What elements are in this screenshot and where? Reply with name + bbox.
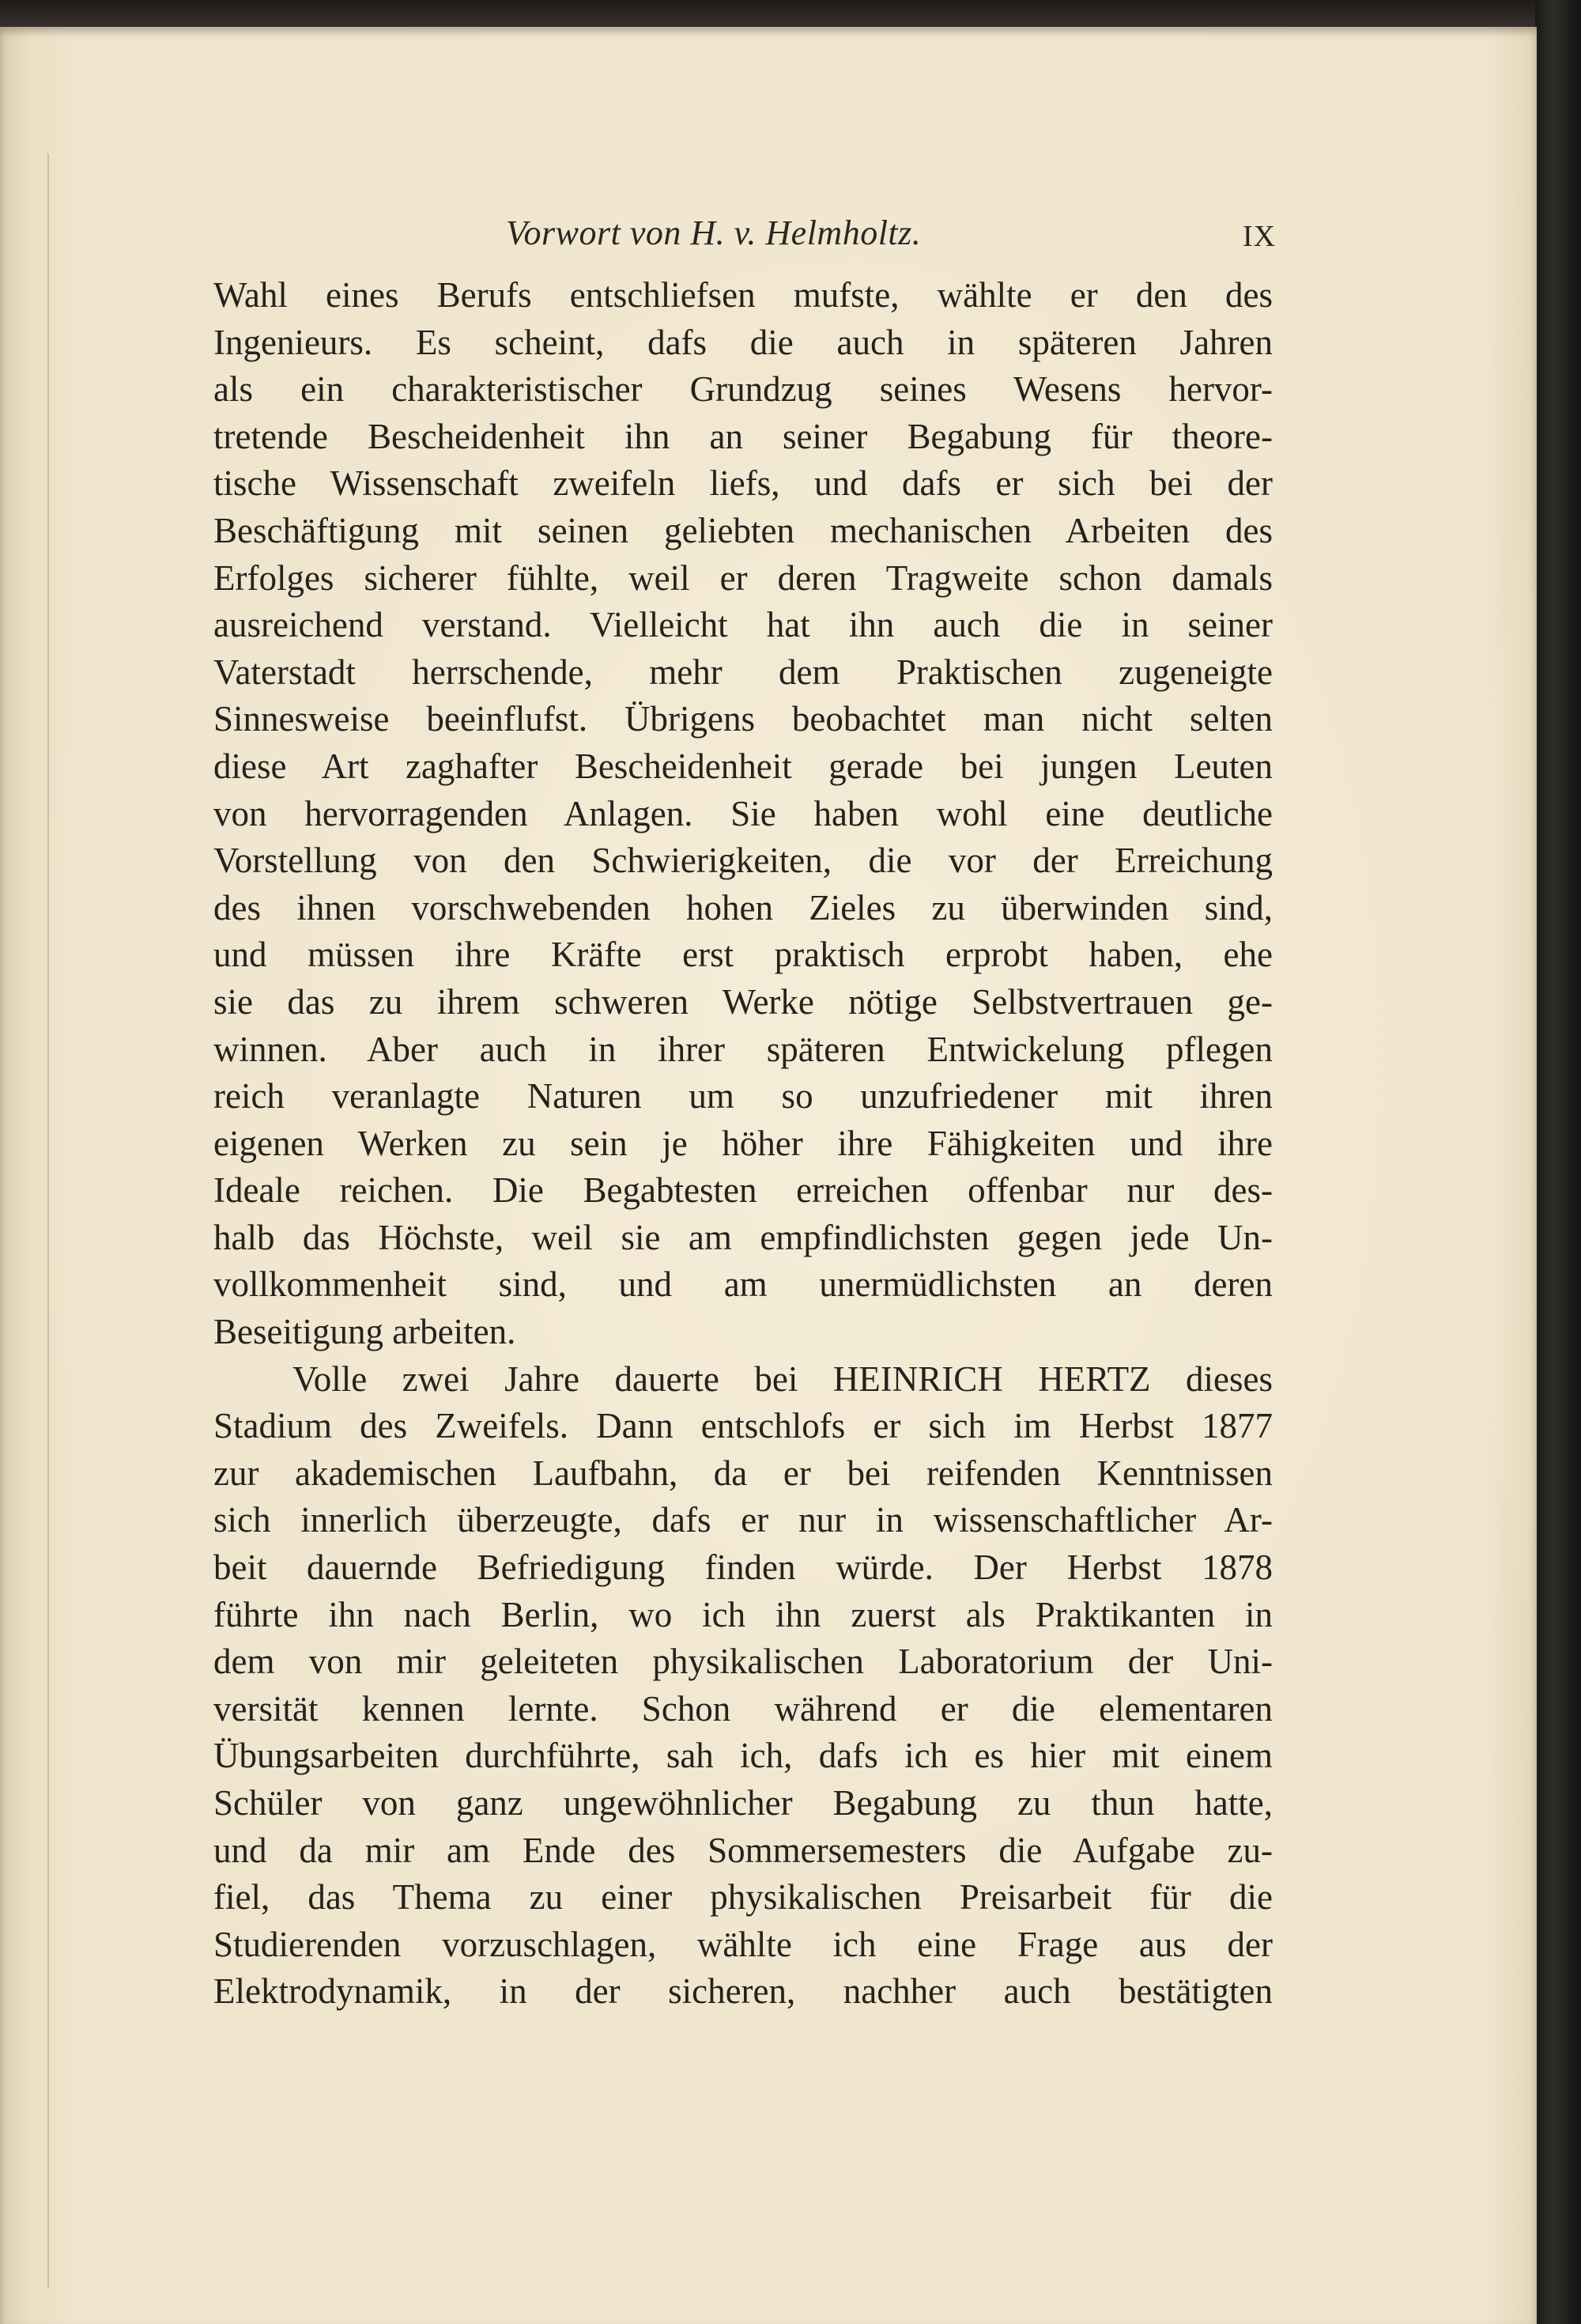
text-line: Sinnesweise beeinflufst. Übrigens beobachtet man nicht selten — [213, 699, 1273, 739]
text-line: versität kennen lernte. Schon während er die elementaren — [213, 1688, 1273, 1729]
text-line: von hervorragenden Anlagen. Sie haben wohl eine deutliche — [213, 793, 1273, 833]
text-line: und da mir am Ende des Sommersemesters die Aufgabe zu- — [213, 1830, 1273, 1870]
text-line: Übungsarbeiten durchführte, sah ich, dafs ich es hier mit einem — [213, 1736, 1273, 1776]
paragraph-end-line: Beseitigung arbeiten. — [213, 1312, 516, 1352]
text-line: Wahl eines Berufs entschliefsen mufste, wählte er den des — [213, 275, 1273, 315]
book-page — [0, 27, 1537, 2324]
text-line: reich veranlagte Naturen um so unzufriedener mit ihren — [213, 1076, 1273, 1117]
text-line: des ihnen vorschwebenden hohen Zieles zu überwinden sind, — [213, 887, 1273, 928]
text-line: Ideale reichen. Die Begabtesten erreichen offenbar nur des- — [213, 1170, 1273, 1211]
text-line: vollkommenheit sind, und am unermüdlichsten an deren — [213, 1264, 1273, 1305]
text-line: diese Art zaghafter Bescheidenheit gerade bei jungen Leuten — [213, 746, 1273, 786]
text-line: Erfolges sicherer fühlte, weil er deren Tragweite schon damals — [213, 557, 1273, 598]
text-line: Elektrodynamik, in der sicheren, nachher auch bestätigten — [213, 1971, 1273, 2012]
running-title: Vorwort von H. v. Helmholtz. — [506, 214, 922, 252]
text-line: winnen. Aber auch in ihrer späteren Entwickelung pflegen — [213, 1029, 1273, 1069]
paragraph-start-line: Volle zwei Jahre dauerte bei HEINRICH HERTZ dieses — [292, 1359, 1273, 1399]
text-line: Studierenden vorzuschlagen, wählte ich eine Frage aus der — [213, 1924, 1273, 1964]
body-text — [213, 272, 1273, 2016]
text-line: dem von mir geleiteten physikalischen Laboratorium der Uni- — [213, 1642, 1273, 1682]
text-line: Vaterstadt herrschende, mehr dem Praktischen zugeneigte — [213, 652, 1273, 692]
text-line: tretende Bescheidenheit ihn an seiner Begabung für theore- — [213, 416, 1273, 456]
page-number: IX — [1243, 220, 1277, 253]
text-line: Vorstellung von den Schwierigkeiten, die vor der Erreichung — [213, 841, 1273, 881]
text-line: führte ihn nach Berlin, wo ich ihn zuerst als Praktikanten in — [213, 1594, 1273, 1634]
text-line: Stadium des Zweifels. Dann entschlofs er sich im Herbst 1877 — [213, 1406, 1273, 1446]
text-line: als ein charakteristischer Grundzug seines Wesens hervor- — [213, 369, 1273, 410]
text-line: Ingenieurs. Es scheint, dafs die auch in späteren Jahren — [213, 322, 1273, 362]
text-line: fiel, das Thema zu einer physikalischen Preisarbeit für die — [213, 1877, 1273, 1918]
text-line: tische Wissenschaft zweifeln liefs, und dafs er sich bei der — [213, 463, 1273, 504]
text-line: und müssen ihre Kräfte erst praktisch erprobt haben, ehe — [213, 935, 1273, 975]
book-binding — [1535, 0, 1581, 2324]
text-line: zur akademischen Laufbahn, da er bei reifenden Kenntnissen — [213, 1453, 1273, 1493]
text-line: eigenen Werken zu sein je höher ihre Fähigkeiten und ihre — [213, 1123, 1273, 1163]
text-line: sie das zu ihrem schweren Werke nötige Selbstvertrauen ge- — [213, 981, 1273, 1022]
text-line: Schüler von ganz ungewöhnlicher Begabung zu thun hatte, — [213, 1783, 1273, 1823]
text-line: ausreichend verstand. Vielleicht hat ihn auch die in seiner — [213, 605, 1273, 645]
text-line: beit dauernde Befriedigung finden würde. Der Herbst 1878 — [213, 1547, 1273, 1588]
gutter-edge — [47, 153, 54, 2288]
text-line: sich innerlich überzeugte, dafs er nur in wissenschaftlicher Ar- — [213, 1500, 1273, 1540]
running-header — [0, 213, 1537, 260]
text-line: halb das Höchste, weil sie am empfindlichsten gegen jede Un- — [213, 1217, 1273, 1257]
text-line: Beschäftigung mit seinen geliebten mechanischen Arbeiten des — [213, 510, 1273, 550]
